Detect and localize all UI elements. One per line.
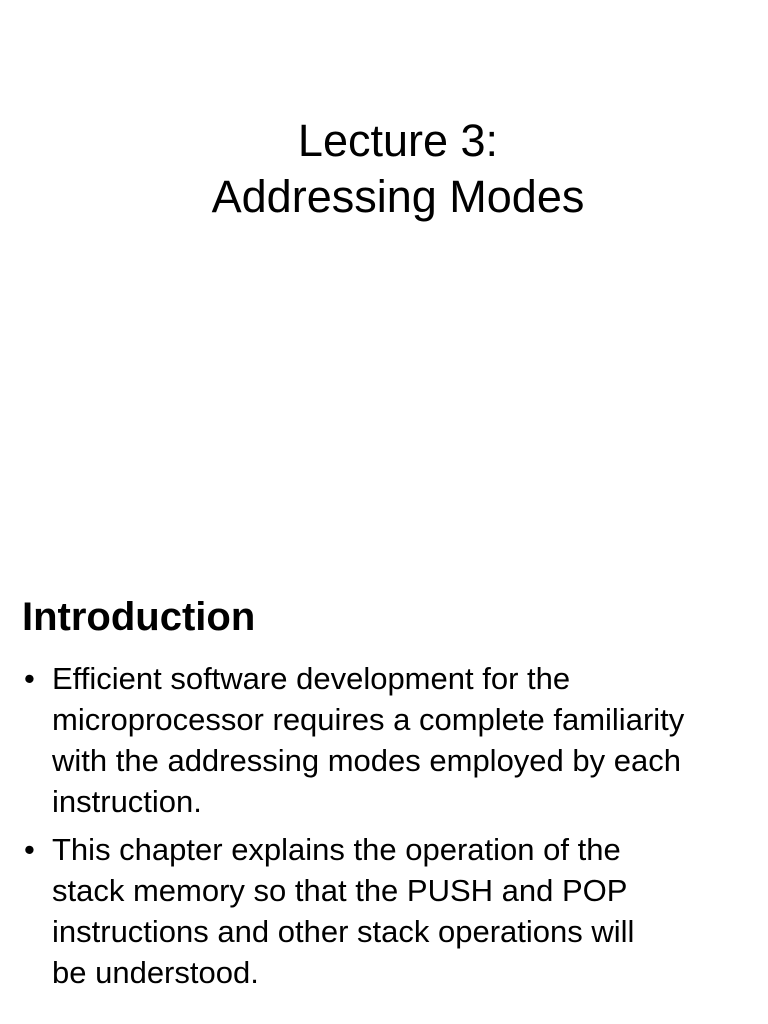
bullet-dot-icon: • (24, 661, 35, 696)
bullet-dot-icon: • (24, 832, 35, 867)
section-heading: Introduction (22, 595, 256, 639)
bullet-1-line-1: Efficient software development for the (52, 661, 571, 696)
slide-title (0, 113, 768, 225)
bullet-1-line-3: with the addressing modes employed by each (52, 743, 681, 778)
bullet-2-line-1: This chapter explains the operation of the (52, 832, 621, 867)
bullet-item-1 (22, 658, 762, 822)
slide-title-line-1: Lecture 3: (297, 115, 499, 166)
bullet-2-line-3: instructions and other stack operations will (52, 914, 635, 949)
bullet-2-line-4: be understood. (52, 955, 259, 990)
bullet-item-2 (22, 829, 762, 993)
bullet-1-line-4: instruction. (52, 784, 202, 819)
bullet-2-line-2: stack memory so that the PUSH and POP (52, 873, 628, 908)
bullet-list (22, 658, 762, 1000)
bullet-1-line-2: microprocessor requires a complete familiarity (52, 702, 685, 737)
slide-title-line-2: Addressing Modes (211, 171, 585, 222)
